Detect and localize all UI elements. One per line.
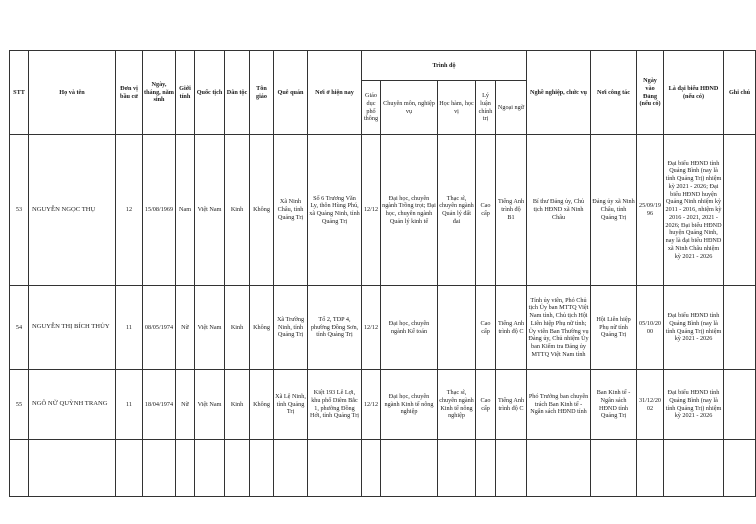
header-language: Ngoại ngữ [496,81,527,135]
header-hometown: Quê quán [274,51,308,135]
cell-occupation: Phó Trưởng ban chuyên trách Ban Kinh tế - Ngân sách HĐND tỉnh [527,370,591,440]
cell-hometown: Xã Ninh Châu, tỉnh Quảng Trị [274,135,308,286]
cell-note [724,370,756,440]
cell-workplace: Đảng ủy xã Ninh Châu, tỉnh Quảng Trị [591,135,637,286]
cell-religion: Không [250,370,274,440]
table-row [10,135,756,286]
cell-delegate: Đại biểu HĐND tỉnh Quảng Bình (nay là tỉnh Quảng Trị) nhiệm kỳ 2021 - 2026 [664,370,724,440]
table-row-empty [10,440,756,497]
cell-nationality: Việt Nam [195,135,225,286]
header-general-edu: Giáo dục phổ thông [362,81,381,135]
cell-hometown: Xã Trường Ninh, tỉnh Quảng Trị [274,286,308,370]
table-body [10,135,756,497]
cell-stt: 54 [10,286,29,370]
header-religion: Tôn giáo [250,51,274,135]
header-workplace: Nơi công tác [591,51,637,135]
table-row [10,286,756,370]
cell-occupation: Bí thư Đảng ủy, Chủ tịch HĐND xã Ninh Châu [527,135,591,286]
header-dob: Ngày, tháng, năm sinh [143,51,176,135]
cell-dob: 08/05/1974 [143,286,176,370]
cell-unit: 11 [116,370,143,440]
cell-workplace: Hội Liên hiệp Phụ nữ tỉnh Quảng Trị [591,286,637,370]
cell-residence: Tổ 2, TDP 4, phường Đồng Sơn, tỉnh Quảng Trị [308,286,362,370]
cell-delegate: Đại biểu HĐND tỉnh Quảng Bình (nay là tỉnh Quảng Trị) nhiệm kỳ 2021 - 2026; Đại biểu HĐND huyện Quảng Ninh nhiệm kỳ 2011 - 2016, nhiệm kỳ 2016 - 2021, 2021 - 2026; Đại biểu HĐND huyện Quảng Ninh, nay là đại biểu HĐND xã Ninh Châu nhiệm kỳ 2021 - 2026 [664,135,724,286]
cell-note [724,135,756,286]
cell-language: Tiếng Anh trình độ C [496,286,527,370]
header-education-group: Trình độ [362,51,527,81]
cell-gender: Nữ [176,286,195,370]
cell-residence: Số 6 Trương Văn Ly, thôn Hùng Phú, xã Quảng Ninh, tỉnh Quảng Trị [308,135,362,286]
cell-party-date: 25/09/1996 [637,135,664,286]
header-note: Ghi chú [724,51,756,135]
cell-note [724,286,756,370]
cell-language: Tiếng Anh trình độ B1 [496,135,527,286]
cell-language: Tiếng Anh trình độ C [496,370,527,440]
cell-residence: Kiệt 193 Lê Lợi, khu phố Diêm Bắc 1, phường Đồng Hới, tỉnh Quảng Trị [308,370,362,440]
cell-dob: 15/08/1969 [143,135,176,286]
header-party-date: Ngày vào Đảng (nếu có) [637,51,664,135]
cell-occupation: Tỉnh ủy viên, Phó Chủ tịch Ủy ban MTTQ Việt Nam tỉnh, Chủ tịch Hội Liên hiệp Phụ nữ tỉnh; Ủy viên Ban Thường vụ Đảng ủy, Chủ nhiệm Ủy ban Kiểm tra Đảng ủy MTTQ Việt Nam tỉnh [527,286,591,370]
cell-gender: Nam [176,135,195,286]
cell-name: NGÔ NỮ QUỲNH TRANG [29,370,116,440]
cell-party-date: 05/10/2000 [637,286,664,370]
cell-religion: Không [250,286,274,370]
cell-general-edu: 12/12 [362,370,381,440]
header-gender: Giới tính [176,51,195,135]
cell-politics: Cao cấp [476,370,496,440]
cell-nationality: Việt Nam [195,370,225,440]
cell-ethnicity: Kinh [225,370,250,440]
cell-delegate: Đại biểu HĐND tỉnh Quảng Bình (nay là tỉnh Quảng Trị) nhiệm kỳ 2021 - 2026 [664,286,724,370]
cell-specialty: Đại học, chuyên ngành Kế toán [381,286,438,370]
cell-party-date: 31/12/2002 [637,370,664,440]
cell-unit: 12 [116,135,143,286]
candidate-table [9,50,756,497]
header-specialty: Chuyên môn, nghiệp vụ [381,81,438,135]
cell-general-edu: 12/12 [362,286,381,370]
cell-politics: Cao cấp [476,286,496,370]
cell-stt: 53 [10,135,29,286]
cell-ethnicity: Kinh [225,135,250,286]
cell-politics: Cao cấp [476,135,496,286]
header-degree: Học hàm, học vị [438,81,476,135]
header-occupation: Nghề nghiệp, chức vụ [527,51,591,135]
cell-degree [438,286,476,370]
table-row [10,370,756,440]
header-residence: Nơi ở hiện nay [308,51,362,135]
cell-specialty: Đại học, chuyên ngành Trồng trọt; Đại học, chuyên ngành Quản lý kinh tế [381,135,438,286]
table-header [10,51,756,135]
cell-degree: Thạc sĩ, chuyên ngành Quản lý đất đai [438,135,476,286]
cell-stt: 55 [10,370,29,440]
cell-general-edu: 12/12 [362,135,381,286]
cell-gender: Nữ [176,370,195,440]
header-nationality: Quốc tịch [195,51,225,135]
cell-hometown: Xã Lệ Ninh, tỉnh Quảng Trị [274,370,308,440]
cell-nationality: Việt Nam [195,286,225,370]
header-delegate: Là đại biểu HĐND (nếu có) [664,51,724,135]
header-stt: STT [10,51,29,135]
cell-specialty: Đại học, chuyên ngành Kinh tế nông nghiệp [381,370,438,440]
cell-name: NGUYỄN THỊ BÍCH THỦY [29,286,116,370]
header-name: Họ và tên [29,51,116,135]
header-ethnicity: Dân tộc [225,51,250,135]
header-politics: Lý luận chính trị [476,81,496,135]
cell-ethnicity: Kinh [225,286,250,370]
cell-name: NGUYỄN NGỌC THỤ [29,135,116,286]
cell-workplace: Ban Kinh tế - Ngân sách HĐND tỉnh Quảng Trị [591,370,637,440]
cell-unit: 11 [116,286,143,370]
header-unit: Đơn vị bầu cử [116,51,143,135]
cell-dob: 18/04/1974 [143,370,176,440]
cell-degree: Thạc sĩ, chuyên ngành Kinh tế nông nghiệp [438,370,476,440]
cell-religion: Không [250,135,274,286]
